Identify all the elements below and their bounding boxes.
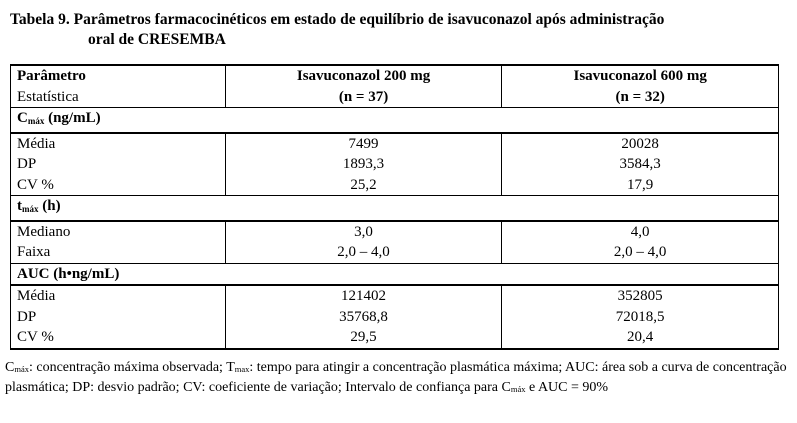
row-value-200: 29,5	[225, 327, 502, 349]
col1-name: Isavuconazol 200 mg	[296, 68, 431, 84]
row-value-600: 72018,5	[502, 307, 779, 328]
table-row	[11, 242, 779, 263]
row-value-600: 20,4	[502, 327, 779, 349]
table-row	[11, 221, 779, 243]
header-col2	[502, 65, 779, 108]
row-stat: CV %	[11, 175, 226, 196]
pk-table	[10, 64, 779, 350]
section-tmax-label: $t_{máx}$ (h)	[11, 196, 779, 221]
footnote: $C_{máx}$: concentração máxima observada; $T_{max}$: tempo para atingir a concentração plasmática máxima; AUC: área sob a curva de concentração plasmática; DP: desvio padrão; CV: coeficiente de variação; Intervalo de confiança para $C_{máx}$ e AUC = 90%	[5, 360, 787, 395]
col1-n: (n = 37)	[338, 88, 389, 105]
col2-n: (n = 32)	[615, 88, 665, 105]
table-row	[11, 175, 779, 196]
row-value-200: 7499	[225, 133, 502, 155]
title-line-2: oral de CRESEMBA	[88, 31, 226, 48]
row-value-200: 1893,3	[225, 154, 502, 175]
table-row	[11, 327, 779, 349]
row-stat: DP	[11, 307, 226, 328]
header-row	[11, 65, 779, 108]
row-value-200: 2,0 – 4,0	[225, 242, 502, 263]
row-value-600: 2,0 – 4,0	[502, 242, 779, 263]
row-value-200: 25,2	[225, 175, 502, 196]
table-title	[10, 10, 790, 50]
table-row	[11, 307, 779, 328]
row-stat: Média	[11, 133, 226, 155]
row-stat: CV %	[11, 327, 226, 349]
row-value-600: 20028	[502, 133, 779, 155]
header-param	[11, 65, 226, 108]
row-stat: Faixa	[11, 242, 226, 263]
title-line-1: Tabela 9. Parâmetros farmacocinéticos em estado de equilíbrio de isavuconazol após administração	[10, 11, 665, 28]
row-stat: Média	[11, 285, 226, 307]
row-value-600: 4,0	[502, 221, 779, 243]
row-value-200: 121402	[225, 285, 502, 307]
section-auc-label: AUC (h•ng/mL)	[11, 263, 779, 285]
table-row	[11, 285, 779, 307]
section-cmax-label: $C_{máx}$ (ng/mL)	[11, 108, 779, 133]
section-auc	[11, 263, 779, 285]
col2-name: Isavuconazol 600 mg	[573, 68, 707, 84]
row-value-200: 35768,8	[225, 307, 502, 328]
row-value-600: 3584,3	[502, 154, 779, 175]
row-stat: Mediano	[11, 221, 226, 243]
section-cmax	[11, 108, 779, 133]
section-tmax	[11, 196, 779, 221]
header-param-label: Parâmetro	[17, 68, 86, 84]
table-row	[11, 133, 779, 155]
row-value-600: 352805	[502, 285, 779, 307]
header-stat-label: Estatística	[17, 88, 79, 105]
row-value-200: 3,0	[225, 221, 502, 243]
table-row	[11, 154, 779, 175]
row-stat: DP	[11, 154, 226, 175]
row-value-600: 17,9	[502, 175, 779, 196]
header-col1	[225, 65, 502, 108]
